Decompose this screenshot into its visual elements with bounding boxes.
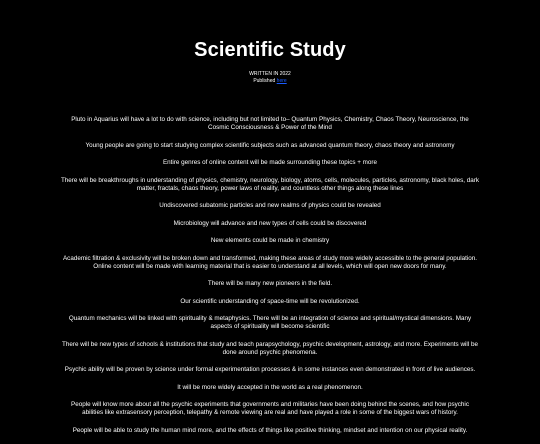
paragraph: Academic filtration & exclusivity will be broken down and transformed, making these areas of study more widely accessible to the general population. Online content will be made with learning material that is easier to understand at all levels, which will open new doors for many. — [62, 254, 478, 270]
paragraph: Psychic ability will be proven by science under formal experimentation processes & in some instances even demonstrated in front of live audiences. — [64, 366, 476, 373]
paragraph: Pluto in Aquarius will have a lot to do with science, including but not limited to– Quantum Physics, Chemistry, Chaos Theory, Neuroscience, the Cosmic Consciousness & Power of the Mind — [71, 116, 469, 131]
published-line — [0, 78, 540, 85]
paragraph: It will be more widely accepted in the world as a real phenomenon. — [177, 383, 363, 391]
paragraph: People will be able to study the human mind more, and the effects of things like positive thinking, mindset and intention on our physical reality. — [72, 426, 468, 434]
page-title: Scientific Study — [194, 39, 346, 61]
paragraph: There will be breakthroughs in understanding of physics, chemistry, neurology, biology, atoms, cells, molecules, particles, astronomy, black holes, dark matter, fractals, chaos theory, power laws of reality, and countless other things along these lines — [60, 176, 480, 192]
published-label: Published — [253, 77, 276, 84]
written-date: WRITTEN IN 2022 — [249, 71, 291, 77]
paragraph: People will know more about all the psychic experiments that governments and militaries have been doing behind the scenes, and how psychic abilities like extrasensory perception, telepathy & remote viewing are real and have played a role in some of the biggest wars of history. — [71, 401, 469, 416]
article-header — [0, 38, 540, 84]
paragraph: There will be new types of schools & institutions that study and teach parapsychology, psychic development, astrology, and more. Experiments will be done around psychic phenomena. — [62, 340, 478, 356]
paragraph: Microbiology will advance and new types of cells could be discovered — [173, 219, 367, 227]
paragraph: New elements could be made in chemistry — [210, 237, 330, 244]
paragraph: Quantum mechanics will be linked with spirituality & metaphysics. There will be an integration of science and spiritual/mystical dimensions. Many aspects of spirituality will become scientific — [68, 315, 472, 330]
published-link[interactable]: here — [276, 77, 287, 84]
paragraph: There will be many new pioneers in the field. — [207, 280, 333, 287]
article-meta — [0, 71, 540, 84]
paragraph: Entire genres of online content will be made surrounding these topics + more — [162, 159, 378, 166]
paragraph: Our scientific understanding of space-time will be revolutionized. — [180, 297, 360, 305]
article-body — [60, 116, 480, 444]
paragraph: Young people are going to start studying complex scientific subjects such as advanced quantum theory, chaos theory and astronomy — [85, 141, 455, 149]
paragraph: Undiscovered subatomic particles and new realms of physics could be revealed — [159, 202, 381, 209]
